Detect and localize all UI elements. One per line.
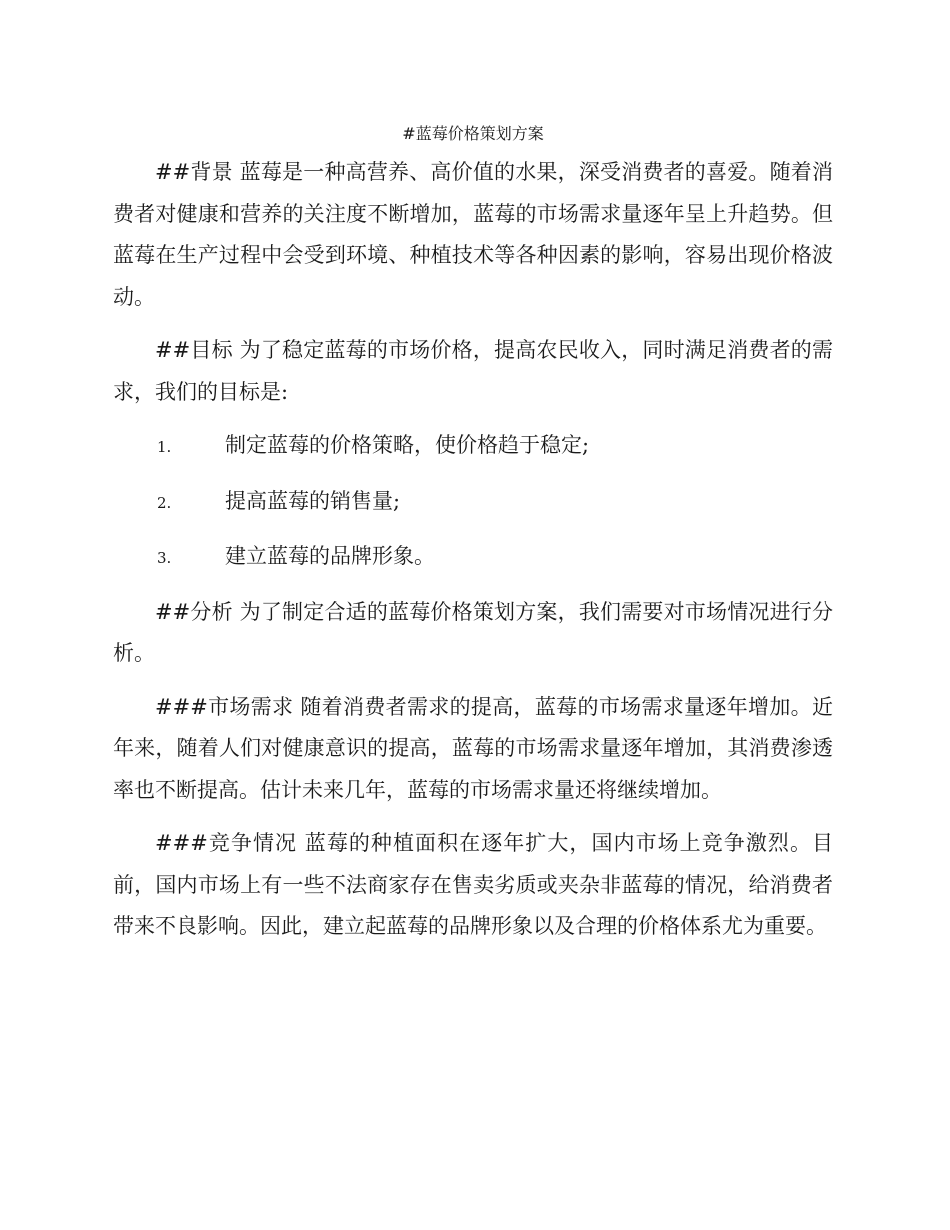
list-item-number: 3. <box>157 549 172 567</box>
list-item-text: 制定蓝莓的价格策略，使价格趋于稳定; <box>225 433 590 457</box>
list-item-number: 1. <box>157 438 172 456</box>
document-title: #蓝莓价格策划方案 <box>402 124 544 143</box>
list-item <box>113 536 833 580</box>
document-page <box>113 118 833 960</box>
paragraph-market-demand: ###市场需求 随着消费者需求的提高，蓝莓的市场需求量逐年增加。近年来，随着人们对健康意识的提高，蓝莓的市场需求量逐年增加，其消费渗透率也不断提高。估计未来几年，蓝莓的市场需求量还将继续增加。 <box>113 694 833 802</box>
goal-list <box>113 425 833 580</box>
list-item-text: 提高蓝莓的销售量; <box>225 488 401 513</box>
paragraph-background: ##背景 蓝莓是一种高营养、高价值的水果，深受消费者的喜爱。随着消费者对健康和营养的关注度不断增加，蓝莓的市场需求量逐年呈上升趋势。但蓝莓在生产过程中会受到环境、种植技术等各种因素的影响，容易出现价格波动。 <box>113 160 833 309</box>
paragraph-goal: ##目标 为了稳定蓝莓的市场价格，提高农民收入，同时满足消费者的需求，我们的目标是: <box>113 338 833 404</box>
paragraph-competition: ###竞争情况 蓝莓的种植面积在逐年扩大，国内市场上竞争激烈。目前，国内市场上有一些不法商家存在售卖劣质或夹杂非蓝莓的情况，给消费者带来不良影响。因此，建立起蓝莓的品牌形象以及合理的价格体系尤为重要。 <box>113 831 833 938</box>
paragraph-analysis: ##分析 为了制定合适的蓝莓价格策划方案，我们需要对市场情况进行分析。 <box>113 599 833 665</box>
list-item <box>113 481 833 525</box>
list-item-text: 建立蓝莓的品牌形象。 <box>225 544 435 568</box>
list-item <box>113 425 833 469</box>
list-item-number: 2. <box>157 493 172 512</box>
